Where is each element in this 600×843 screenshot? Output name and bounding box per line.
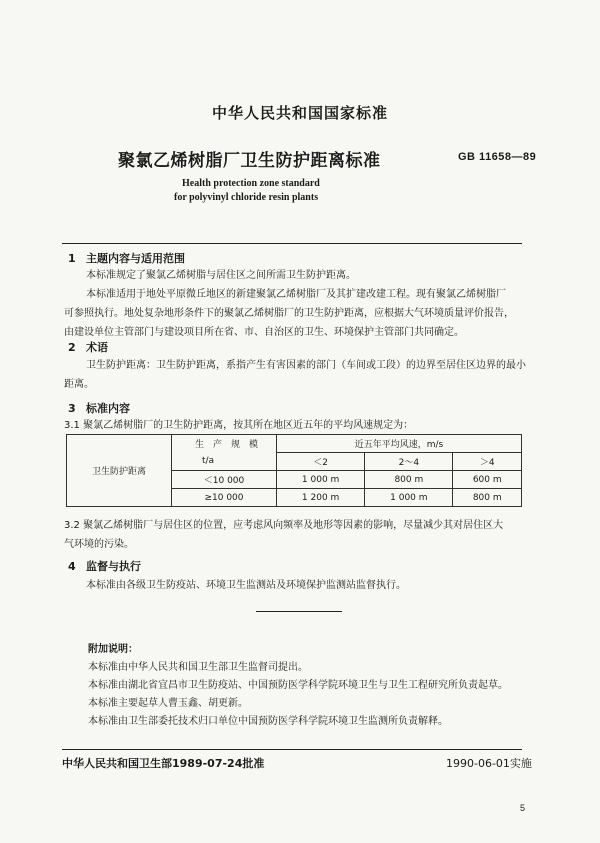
section-3-heading xyxy=(68,400,130,416)
section-number: 4 xyxy=(68,560,76,573)
section-2-heading xyxy=(68,339,108,355)
clause-3-1: 3.1 聚氯乙烯树脂厂的卫生防护距离，按其所在地区近五年的平均风速规定为： xyxy=(64,420,414,431)
national-standard-heading: 中华人民共和国国家标准 xyxy=(211,104,388,122)
clause-3-2-line-2: 气环境的污染。 xyxy=(64,539,134,550)
implementation-date: 1990-06-01实施 xyxy=(446,757,532,770)
section-1-paragraph-2-line-1: 本标准适用于地处平原微丘地区的新建聚氯乙烯树脂厂及其扩建改建工程。现有聚氯乙烯树脂厂 xyxy=(86,289,506,300)
note-1: 本标准由中华人民共和国卫生部卫生监督司提出。 xyxy=(88,662,308,673)
section-2-paragraph-line-1: 卫生防护距离：卫生防护距离，系指产生有害因素的部门（车间或工段）的边界至居住区边界的最小 xyxy=(86,360,526,371)
section-1-heading xyxy=(68,250,185,266)
header-rule xyxy=(62,243,522,244)
section-number: 2 xyxy=(68,341,76,354)
section-1-paragraph-2-line-3: 由建设单位主管部门与建设项目所在省、市、自治区的卫生、环境保护主管部门共同确定。 xyxy=(64,327,464,338)
section-number: 1 xyxy=(68,252,76,265)
section-4-paragraph: 本标准由各级卫生防疫站、环境卫生监测站及环境保护监测站监督执行。 xyxy=(86,580,406,591)
section-4-heading xyxy=(68,558,141,574)
protection-distance-table xyxy=(66,434,522,507)
document-title: 聚氯乙烯树脂厂卫生防护距离标准 xyxy=(118,151,381,171)
table-cell: 1 000 m xyxy=(365,489,453,507)
section-title: 主题内容与适用范围 xyxy=(86,252,185,265)
section-title: 术语 xyxy=(86,341,108,354)
table-wind-header: 近五年平均风速，m/s xyxy=(277,435,522,453)
section-number: 3 xyxy=(68,402,76,415)
section-1-paragraph-2-line-2: 可参照执行。地处复杂地形条件下的聚氯乙烯树脂厂的卫生防护距离，应根据大气环境质量评价报告， xyxy=(64,308,514,319)
section-title: 监督与执行 xyxy=(86,560,141,573)
table-cell-scale: ≥10 000 xyxy=(172,489,277,507)
section-2-paragraph-line-2: 距离。 xyxy=(64,379,94,390)
page-number: 5 xyxy=(520,803,526,813)
table-cell: 600 m xyxy=(453,471,522,489)
note-2: 本标准由湖北省宜昌市卫生防疫站、中国预防医学科学院环境卫生与卫生工程研究所负责起草。 xyxy=(88,680,508,691)
table-unit-label: t/a xyxy=(172,453,277,471)
standard-code: GB 11658—89 xyxy=(458,151,537,163)
clause-3-2-line-1: 3.2 聚氯乙烯树脂厂与居住区的位置，应考虑风向频率及地形等因素的影响，尽量减少其对居住区大 xyxy=(64,520,504,531)
note-4: 本标准由卫生部委托技术归口单位中国预防医学科学院环境卫生监测所负责解释。 xyxy=(88,716,448,727)
table-cell: 1 200 m xyxy=(277,489,365,507)
notes-heading: 附加说明： xyxy=(88,644,138,655)
note-3: 本标准主要起草人曹玉鑫、胡更新。 xyxy=(88,698,248,709)
section-1-paragraph-1: 本标准规定了聚氯乙烯树脂与居住区之间所需卫生防护距离。 xyxy=(86,270,356,281)
table-wind-col: ＜2 xyxy=(277,453,365,471)
table-row-label: 卫生防护距离 xyxy=(67,435,172,507)
table-cell-scale: ＜10 000 xyxy=(172,471,277,489)
approval-line: 中华人民共和国卫生部1989-07-24批准 xyxy=(62,757,265,770)
english-title-line1: Health protection zone standard xyxy=(182,178,320,189)
table-cell: 800 m xyxy=(453,489,522,507)
section-title: 标准内容 xyxy=(86,402,130,415)
english-title-line2: for polyvinyl chloride resin plants xyxy=(174,192,319,203)
table-cell: 1 000 m xyxy=(277,471,365,489)
table-cell: 800 m xyxy=(365,471,453,489)
footer-rule xyxy=(62,749,522,750)
table-wind-col: ＞4 xyxy=(453,453,522,471)
table-wind-col: 2～4 xyxy=(365,453,453,471)
section-divider xyxy=(256,611,342,612)
table-scale-label: 生 产 规 模 xyxy=(172,435,277,453)
